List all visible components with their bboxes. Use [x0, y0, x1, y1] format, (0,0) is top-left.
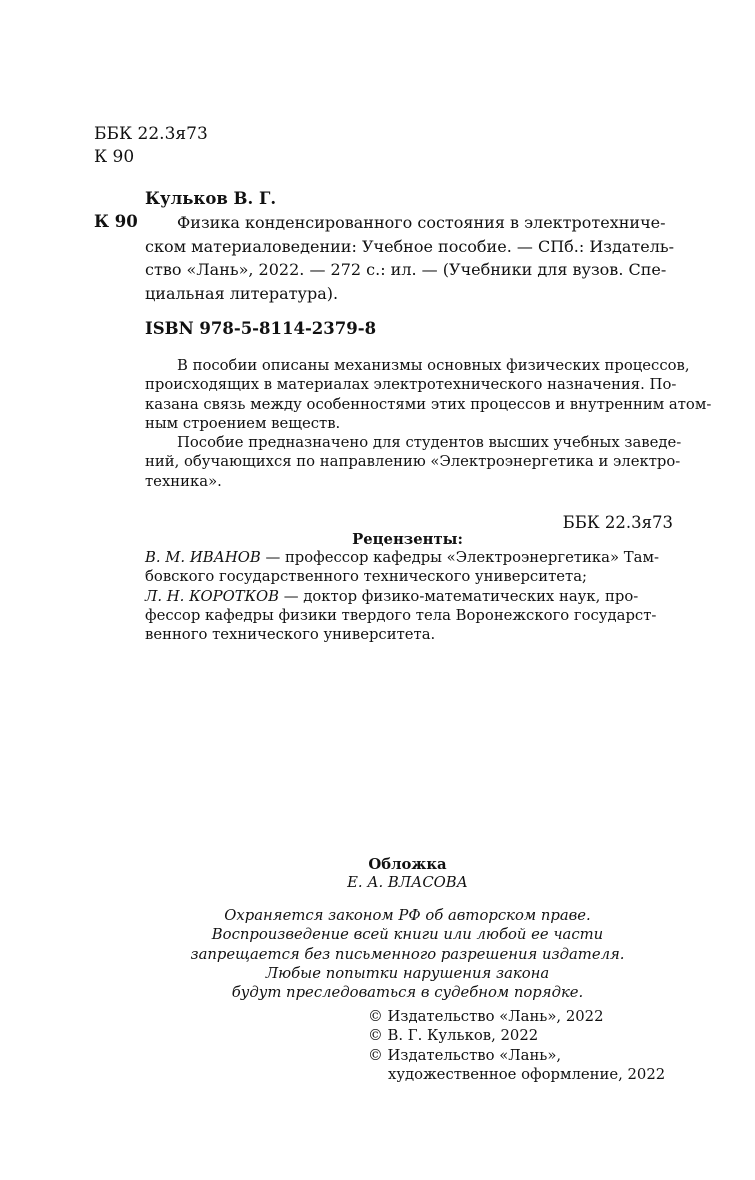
notice-line: будут преследоваться в судебном порядке.	[231, 984, 584, 1002]
reviewer-desc: — доктор физико-математических наук, про-	[279, 587, 639, 605]
notice-line: Воспроизведение всей книги или любой ее части	[211, 926, 604, 944]
reviewer-line: венного технического университета.	[145, 626, 436, 644]
reviewer-name: Л. Н. КОРОТКОВ	[145, 587, 280, 605]
reviewer-line: фессор кафедры физики твердого тела Воронежского государст-	[145, 606, 657, 624]
annotation-line: казана связь между особенностями этих процессов и внутренним атом-	[145, 395, 712, 413]
copyright-line: © Издательство «Лань», 2022	[368, 1008, 604, 1025]
biblio-line: ском материаловедении: Учебное пособие. — СПб.: Издатель-	[145, 236, 675, 256]
copyright-notice	[0, 906, 755, 1002]
reviewer-line: бовского государственного технического университета;	[145, 568, 588, 586]
copyright-line: © Издательство «Лань»,	[368, 1046, 562, 1064]
annotation-line: ным строением веществ.	[145, 414, 341, 432]
annotation-line: ний, обучающихся по направлению «Электроэнергетика и электро-	[145, 453, 681, 471]
biblio-line: циальная литература).	[145, 283, 339, 303]
annotation-line: В пособии описаны механизмы основных физических процессов,	[177, 357, 690, 374]
annotation-line: Пособие предназначено для студентов высших учебных заведе-	[177, 434, 682, 452]
author-mark: К 90	[94, 147, 135, 167]
bbk-code: ББК 22.3я73	[94, 124, 208, 144]
author-heading: Кульков В. Г.	[145, 189, 277, 208]
cutter-mark: К 90	[94, 212, 138, 231]
reviewer-line	[145, 587, 675, 606]
bibliographic-description	[145, 211, 675, 305]
notice-line: Охраняется законом РФ об авторском праве.	[224, 907, 591, 924]
reviewer-name: В. М. ИВАНОВ	[145, 549, 261, 566]
reviewer-desc: — профессор кафедры «Электроэнергетика» Там-	[260, 549, 659, 566]
bbk-index-top	[94, 123, 208, 169]
reviewer-line	[145, 548, 675, 567]
annotation-line: происходящих в материалах электротехнического назначения. По-	[145, 376, 677, 394]
copyright-block	[368, 1007, 665, 1084]
annotation	[145, 356, 712, 491]
notice-line: запрещается без письменного разрешения издателя.	[190, 945, 625, 963]
isbn: ISBN 978-5-8114-2379-8	[145, 319, 377, 338]
cover-label: Обложка	[368, 856, 447, 873]
cover-designer: Е. А. ВЛАСОВА	[347, 874, 468, 891]
notice-line: Любые попытки нарушения закона	[265, 964, 550, 982]
bbk-index-right: ББК 22.3я73	[562, 513, 673, 532]
reviewers-list	[145, 548, 675, 644]
biblio-line: Физика конденсированного состояния в электротехниче-	[177, 213, 666, 232]
annotation-line: техника».	[145, 472, 222, 490]
biblio-line: ство «Лань», 2022. — 272 с.: ил. — (Учебники для вузов. Спе-	[145, 260, 667, 279]
reviewers-title: Рецензенты:	[352, 531, 463, 548]
copyright-line: художественное оформление, 2022	[388, 1065, 666, 1083]
copyright-line: © В. Г. Кульков, 2022	[368, 1027, 539, 1045]
